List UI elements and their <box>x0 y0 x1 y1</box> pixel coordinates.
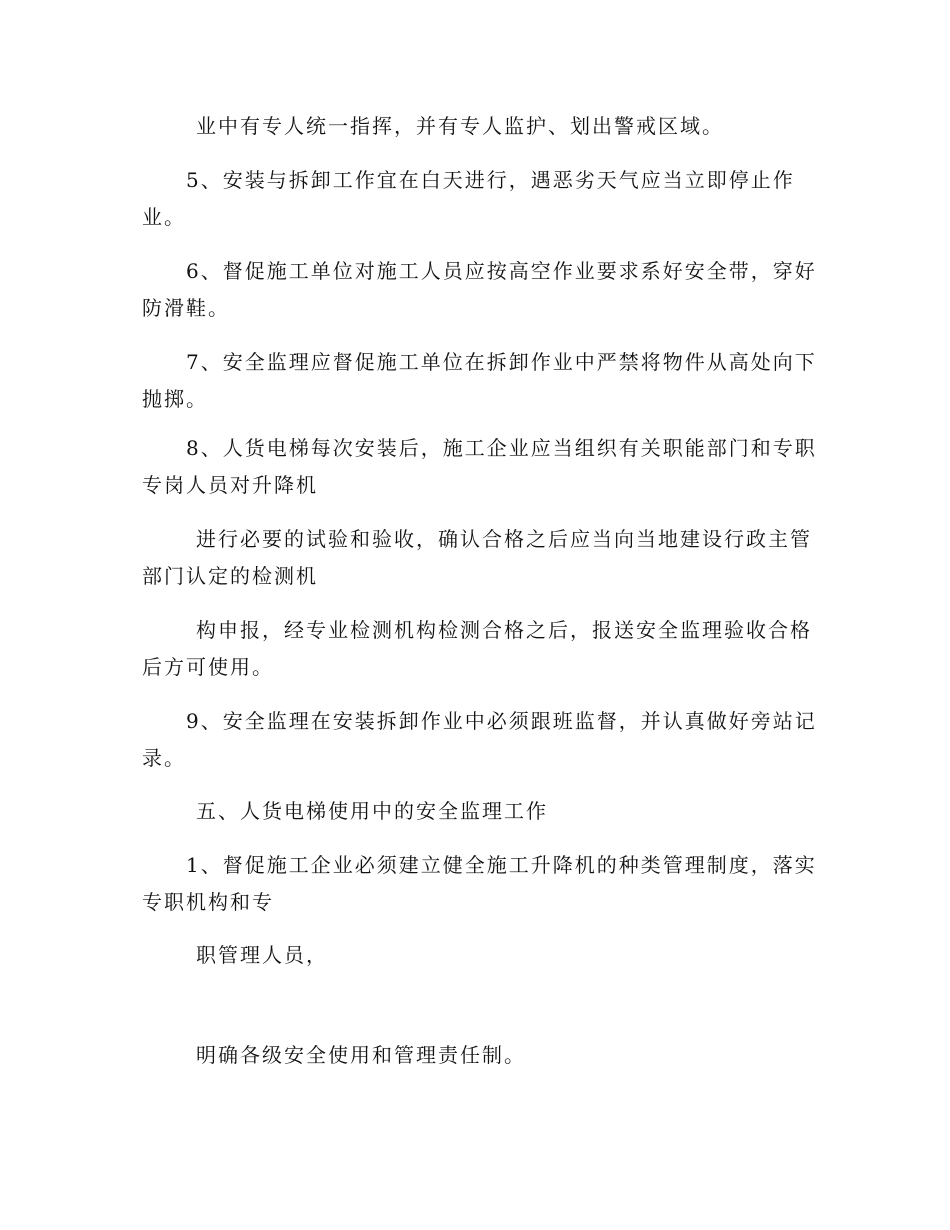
text-line-10: 进行必要的试验和验收，确认合格之后应当向当地建设行政主管 <box>196 527 812 551</box>
text-line-20: 明确各级安全使用和管理责任制。 <box>196 1043 526 1067</box>
text-line-15: 录。 <box>142 746 186 770</box>
text-line-5: 防滑鞋。 <box>142 296 230 320</box>
text-line-11: 部门认定的检测机 <box>142 564 318 588</box>
text-line-9: 专岗人员对升降机 <box>142 473 318 497</box>
text-line-12: 构申报，经专业检测机构检测合格之后，报送安全监理验收合格 <box>196 618 812 642</box>
text-line-2: 5、安装与拆卸工作宜在白天进行，遇恶劣天气应当立即停止作 <box>186 168 795 192</box>
text-line-1: 业中有专人统一指挥，并有专人监护、划出警戒区域。 <box>196 114 724 138</box>
text-line-14: 9、安全监理在安装拆卸作业中必须跟班监督，并认真做好旁站记 <box>186 709 817 733</box>
text-line-7: 抛掷。 <box>142 387 208 411</box>
text-line-17: 1、督促施工企业必须建立健全施工升降机的种类管理制度，落实 <box>186 853 817 877</box>
text-line-8: 8、人货电梯每次安装后，施工企业应当组织有关职能部门和专职 <box>186 436 817 460</box>
text-line-18: 专职机构和专 <box>142 890 274 914</box>
section-heading: 五、人货电梯使用中的安全监理工作 <box>196 799 548 823</box>
text-line-3: 业。 <box>142 205 186 229</box>
text-line-19: 职管理人员， <box>196 943 328 967</box>
text-line-4: 6、督促施工单位对施工人员应按高空作业要求系好安全带，穿好 <box>186 259 817 283</box>
text-line-13: 后方可使用。 <box>142 655 274 679</box>
text-line-6: 7、安全监理应督促施工单位在拆卸作业中严禁将物件从高处向下 <box>186 350 817 374</box>
